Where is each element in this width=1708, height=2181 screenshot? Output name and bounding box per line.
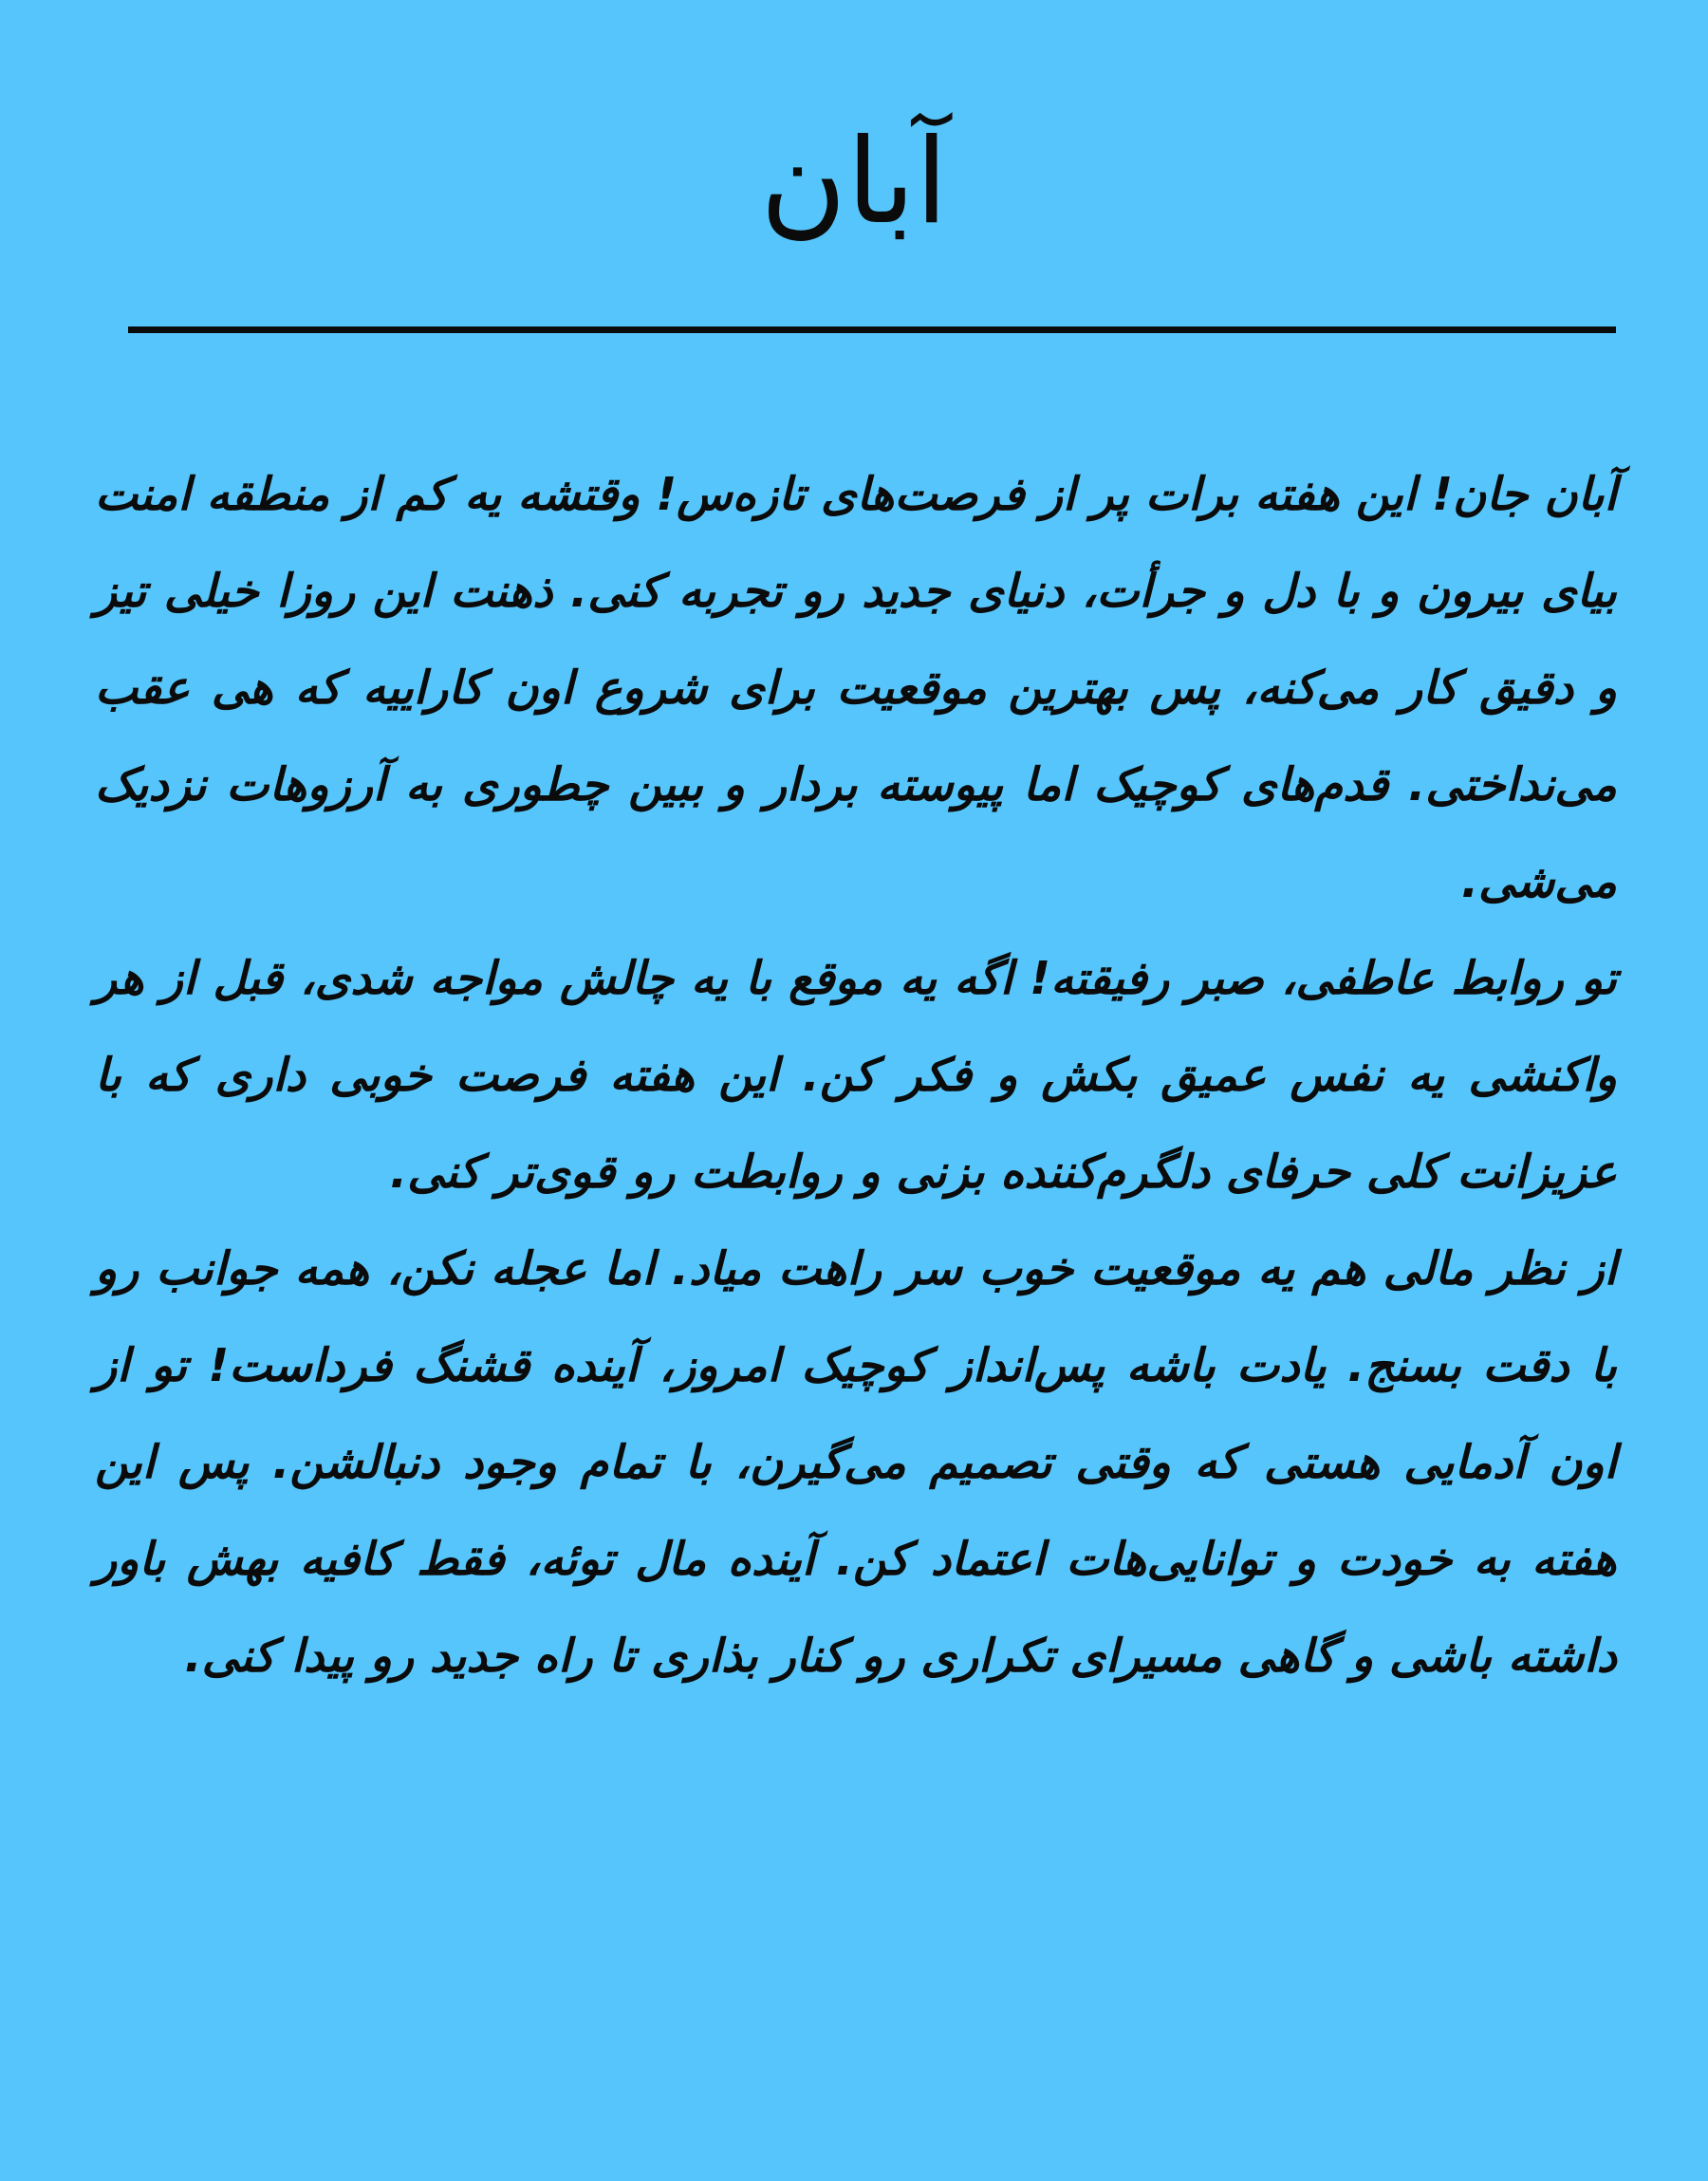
horoscope-body <box>95 446 1617 1705</box>
paragraph-relationships: تو روابط عاطفی، صبر رفیقته! اگه یه موقع با یه چالش مواجه شدی، قبل از هر واکنشی یه نفس عمیق بکش و فکر کن. این هفته فرصت خوبی داری که با عزیزانت کلی حرفای دلگرم‌کننده بزنی و روابطت رو قوی‌تر کنی. <box>95 952 1617 1199</box>
page-title: آبان <box>760 114 948 251</box>
paragraph-general: آبان جان! این هفته برات پر از فرصت‌های تازه‌س! وقتشه یه کم از منطقه امنت بیای بیرون و با دل و جرأت، دنیای جدید رو تجربه کنی. ذهنت این روزا خیلی تیز و دقیق کار می‌کنه، پس بهترین موقعیت برای شروع اون کاراییه که هی عقب می‌نداختی. قدم‌های کوچیک اما پیوسته بردار و ببین چطوری به آرزوهات نزدیک می‌شی. <box>95 468 1617 908</box>
title-divider <box>128 326 1616 333</box>
paragraph-finance: از نظر مالی هم یه موقعیت خوب سر راهت میاد. اما عجله نکن، همه جوانب رو با دقت بسنج. یادت باشه پس‌انداز کوچیک امروز، آینده قشنگ فرداست! تو از اون آدمایی هستی که وقتی تصمیم می‌گیرن، با تمام وجود دنبالشن. پس این هفته به خودت و توانایی‌هات اعتماد کن. آینده مال توئه، فقط کافیه بهش باور داشته باشی و گاهی مسیرای تکراری رو کنار بذاری تا راه جدید رو پیدا کنی. <box>95 1242 1617 1683</box>
